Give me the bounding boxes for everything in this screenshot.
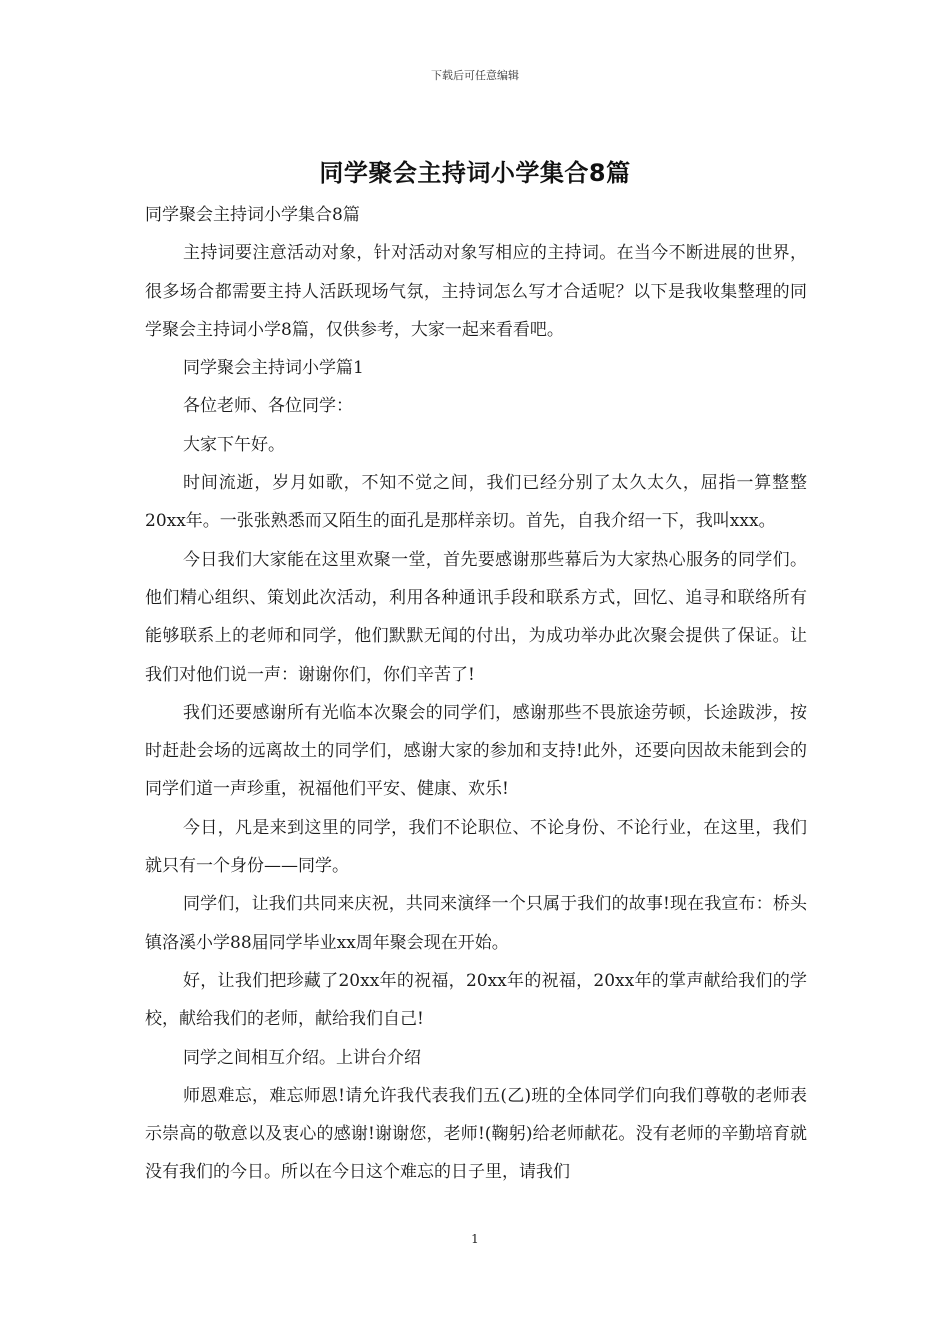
subtitle-paragraph: 同学聚会主持词小学集合8篇: [145, 205, 360, 225]
section-heading: 同学聚会主持词小学篇1: [183, 358, 364, 379]
greeting: 大家下午好。: [183, 434, 285, 455]
salutation: 各位老师、各位同学：: [183, 396, 353, 417]
body-paragraph: 同学之间相互介绍。上讲台介绍: [183, 1047, 421, 1068]
body-paragraph: 今日我们大家能在这里欢聚一堂，首先要感谢那些幕后为大家热心服务的同学们。他们精心组织、策划此次活动，利用各种通讯手段和联系方式，回忆、追寻和联络所有能够联系上的老师和同学，他们默默无闻的付出，为成功举办此次聚会提供了保证。让我们对他们说一声：谢谢你们，你们辛苦了!: [145, 549, 807, 685]
body-paragraph: 同学们，让我们共同来庆祝，共同来演绎一个只属于我们的故事!现在我宣布：桥头镇洛溪小学88届同学毕业xx周年聚会现在开始。: [145, 894, 807, 953]
body-paragraph: 师恩难忘，难忘师恩!请允许我代表我们五(乙)班的全体同学们向我们尊敬的老师表示崇高的敬意以及衷心的感谢!谢谢您，老师!(鞠躬)给老师献花。没有老师的辛勤培育就没有我们的今日。所以在今日这个难忘的日子里，请我们: [145, 1085, 807, 1183]
body-paragraph: 今日，凡是来到这里的同学，我们不论职位、不论身份、不论行业，在这里，我们就只有一个身份——同学。: [145, 817, 807, 877]
document-body: [145, 196, 807, 1192]
body-paragraph: 主持词要注意活动对象，针对活动对象写相应的主持词。在当今不断进展的世界，很多场合都需要主持人活跃现场气氛，主持词怎么写才合适呢？以下是我收集整理的同学聚会主持词小学8篇，仅供参考，大家一起来看看吧。: [145, 243, 807, 340]
body-paragraph: 好，让我们把珍藏了20xx年的祝福，20xx年的祝福，20xx年的掌声献给我们的学校，献给我们的老师，献给我们自己!: [145, 970, 807, 1030]
header-note: 下载后可任意编辑: [431, 69, 519, 82]
body-paragraph: 我们还要感谢所有光临本次聚会的同学们，感谢那些不畏旅途劳顿，长途跋涉，按时赶赴会场的远离故土的同学们，感谢大家的参加和支持!此外，还要向因故未能到会的同学们道一声珍重，祝福他们平安、健康、欢乐!: [145, 702, 807, 800]
page-number: 1: [471, 1232, 479, 1246]
document-title: 同学聚会主持词小学集合8篇: [319, 159, 631, 187]
body-paragraph: 时间流逝，岁月如歌，不知不觉之间，我们已经分别了太久太久，屈指一算整整20xx年。一张张熟悉而又陌生的面孔是那样亲切。首先，自我介绍一下，我叫xxx。: [145, 473, 807, 532]
